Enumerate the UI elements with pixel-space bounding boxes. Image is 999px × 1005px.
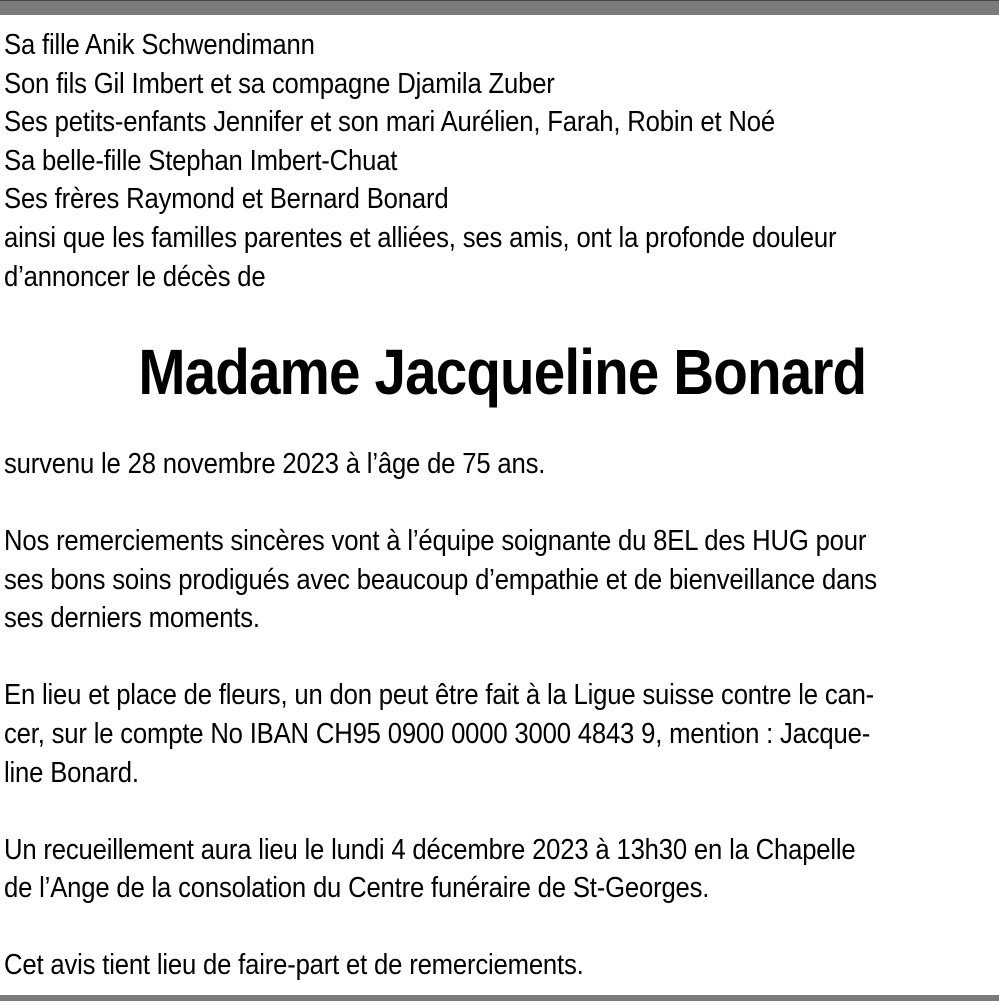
donation-line: cer, sur le compte No IBAN CH95 0900 0000 3000 4843 9, mention : Jacque- [4,717,871,750]
ceremony-paragraph [4,831,999,908]
donation-line: En lieu et place de fleurs, un don peut être fait à la Ligue suisse contre le can- [4,679,875,712]
family-line: ainsi que les familles parentes et alliées, ses amis, ont la profonde douleur [4,221,837,254]
thanks-line: ses bons soins prodigués avec beaucoup d’empathie et de bienveillance dans [4,563,877,596]
family-line: Ses frères Raymond et Bernard Bonard [4,183,449,216]
family-line: Sa fille Anik Schwendimann [4,29,315,61]
ceremony-line: Un recueillement aura lieu le lundi 4 décembre 2023 à 13h30 en la Chapelle [4,833,856,866]
closing-line: Cet avis tient lieu de faire-part et de remerciements. [4,949,584,982]
closing-statement [4,946,999,985]
death-statement [4,445,999,484]
family-line: Son fils Gil Imbert et sa compagne Djamila Zuber [4,67,555,100]
notice-content [4,26,999,985]
family-line: Ses petits-enfants Jennifer et son mari Aurélien, Farah, Robin et Noé [4,106,775,139]
donation-line: line Bonard. [4,756,139,789]
ceremony-line: de l’Ange de la consolation du Centre funéraire de St-Georges. [4,872,710,905]
death-statement-line: survenu le 28 novembre 2023 à l’âge de 75 ans. [4,447,546,480]
family-list [4,26,999,296]
family-line: d’annoncer le décès de [4,260,266,293]
thanks-line: Nos remerciements sincères vont à l’équipe soignante du 8EL des HUG pour [4,524,867,557]
deceased-name: Madame Jacqueline Bonard [138,335,867,408]
thanks-line: ses derniers moments. [4,602,260,635]
donation-paragraph [4,676,999,792]
family-line: Sa belle-fille Stephan Imbert-Chuat [4,144,398,177]
bottom-rule [0,995,999,1001]
thanks-paragraph [4,522,999,638]
top-rule [0,0,999,15]
